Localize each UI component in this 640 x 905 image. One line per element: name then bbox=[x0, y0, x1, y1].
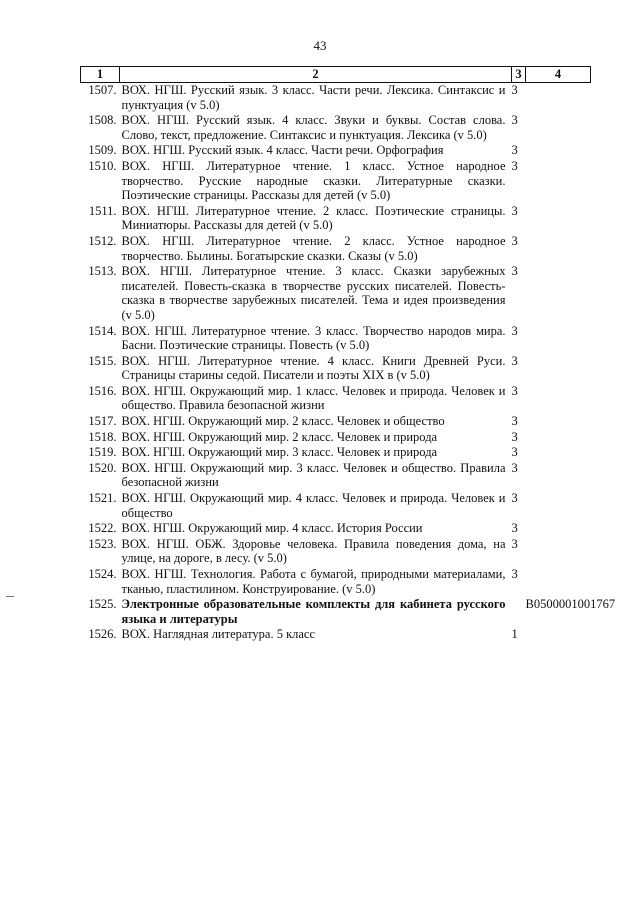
header-col-name: 2 bbox=[120, 67, 512, 83]
table-row bbox=[81, 537, 591, 567]
table-row bbox=[81, 597, 591, 627]
item-code bbox=[526, 491, 591, 521]
table-header bbox=[81, 67, 591, 83]
row-number: 1526. bbox=[88, 627, 117, 642]
item-name: ВОХ. НГШ. Литературное чтение. 3 класс. Сказки зарубежных писателей. Повесть-сказка в творчестве русских писателей. Повесть-сказка в творчестве зарубежных писателей. Тема и идея произведения (v 5.0) bbox=[121, 264, 506, 322]
item-name: Электронные образовательные комплекты для кабинета русского языка и литературы bbox=[121, 597, 506, 626]
item-quantity: 3 bbox=[511, 203, 518, 218]
table-row bbox=[81, 143, 591, 159]
item-code bbox=[526, 461, 591, 491]
item-code bbox=[526, 354, 591, 384]
item-code bbox=[526, 324, 591, 354]
item-code bbox=[526, 143, 591, 159]
item-quantity bbox=[512, 597, 526, 627]
table-row bbox=[81, 354, 591, 384]
row-number: 1511. bbox=[88, 203, 117, 218]
item-quantity: 3 bbox=[511, 264, 518, 279]
item-quantity: 3 bbox=[511, 414, 518, 429]
item-name: ВОХ. НГШ. Литературное чтение. 1 класс. Устное народное творчество. Русские народные сказки. Литературные сказки. Поэтические страницы. Рассказы для детей (v 5.0) bbox=[121, 158, 506, 203]
row-number: 1508. bbox=[88, 113, 117, 128]
item-quantity: 3 bbox=[511, 323, 518, 338]
item-code bbox=[526, 204, 591, 234]
table-row bbox=[81, 567, 591, 597]
row-number: 1517. bbox=[88, 414, 117, 429]
table-row bbox=[81, 430, 591, 446]
item-name: ВОХ. НГШ. Окружающий мир. 3 класс. Человек и природа bbox=[121, 445, 438, 460]
table-row bbox=[81, 204, 591, 234]
table-row bbox=[81, 384, 591, 414]
item-quantity: 3 bbox=[511, 521, 518, 536]
row-number: 1512. bbox=[88, 233, 117, 248]
row-number: 1525. bbox=[88, 597, 117, 612]
header-col-code: 4 bbox=[526, 67, 591, 83]
item-quantity: 3 bbox=[511, 83, 518, 97]
row-number: 1510. bbox=[88, 158, 117, 173]
table-row bbox=[81, 264, 591, 323]
table-row bbox=[81, 445, 591, 461]
item-name: ВОХ. НГШ. Русский язык. 3 класс. Части речи. Лексика. Синтаксис и пунктуация (v 5.0) bbox=[121, 83, 506, 112]
item-name: ВОХ. НГШ. Литературное чтение. 4 класс. Книги Древней Руси. Страницы старины седой. Писатели и поэты XIX в (v 5.0) bbox=[121, 353, 506, 383]
header-col-quantity: 3 bbox=[512, 67, 526, 83]
item-quantity: 3 bbox=[511, 491, 518, 506]
item-name: ВОХ. НГШ. Русский язык. 4 класс. Части речи. Орфография bbox=[121, 143, 444, 158]
item-quantity: 3 bbox=[511, 536, 518, 551]
row-number: 1509. bbox=[88, 143, 117, 158]
item-quantity: 3 bbox=[511, 158, 518, 173]
row-number: 1519. bbox=[88, 445, 117, 460]
item-name: ВОХ. НГШ. Литературное чтение. 2 класс. Устное народное творчество. Былины. Богатырские сказки. Сказы (v 5.0) bbox=[121, 233, 506, 263]
item-code bbox=[526, 627, 591, 643]
item-quantity: 1 bbox=[511, 627, 518, 642]
item-name: ВОХ. НГШ. ОБЖ. Здоровье человека. Правила поведения дома, на улице, на дороге, в лесу. (v 5.0) bbox=[121, 536, 506, 566]
item-code bbox=[526, 430, 591, 446]
row-number: 1513. bbox=[88, 264, 117, 279]
row-number: 1524. bbox=[88, 567, 117, 581]
item-code: B0500001001767 bbox=[525, 597, 616, 612]
table-row bbox=[81, 627, 591, 643]
row-number: 1518. bbox=[88, 429, 117, 444]
item-name: ВОХ. НГШ. Литературное чтение. 2 класс. Поэтические страницы. Миниатюры. Рассказы для детей (v 5.0) bbox=[121, 203, 506, 233]
row-number: 1515. bbox=[88, 353, 117, 368]
table-row bbox=[81, 461, 591, 491]
row-number: 1523. bbox=[88, 536, 117, 551]
item-name: ВОХ. НГШ. Окружающий мир. 3 класс. Человек и общество. Правила безопасной жизни bbox=[121, 460, 506, 490]
table-row bbox=[81, 113, 591, 143]
page-number: 43 bbox=[313, 38, 327, 53]
table-row bbox=[81, 324, 591, 354]
item-quantity: 3 bbox=[511, 383, 518, 398]
item-quantity: 3 bbox=[511, 567, 518, 581]
table-row bbox=[81, 521, 591, 537]
item-code bbox=[526, 567, 591, 597]
row-number: 1516. bbox=[88, 383, 117, 398]
header-col-number: 1 bbox=[81, 67, 120, 83]
row-number: 1507. bbox=[88, 83, 117, 97]
table-row bbox=[81, 491, 591, 521]
item-code bbox=[526, 414, 591, 430]
row-number: 1522. bbox=[88, 521, 117, 536]
item-name: ВОХ. НГШ. Окружающий мир. 2 класс. Человек и природа bbox=[121, 429, 438, 444]
item-code bbox=[526, 445, 591, 461]
item-name: ВОХ. НГШ. Окружающий мир. 4 класс. История России bbox=[121, 521, 423, 536]
item-code bbox=[526, 113, 591, 143]
item-quantity: 3 bbox=[511, 353, 518, 368]
item-code bbox=[526, 384, 591, 414]
item-code bbox=[526, 234, 591, 264]
item-quantity: 3 bbox=[511, 429, 518, 444]
item-code bbox=[526, 521, 591, 537]
item-quantity: 3 bbox=[511, 233, 518, 248]
catalog-table-wrapper bbox=[80, 66, 616, 643]
item-name: ВОХ. НГШ. Окружающий мир. 4 класс. Человек и природа. Человек и общество bbox=[121, 491, 506, 520]
item-code bbox=[526, 83, 591, 114]
catalog-table bbox=[80, 66, 616, 643]
table-row bbox=[81, 234, 591, 264]
item-quantity: 3 bbox=[511, 113, 518, 128]
item-code bbox=[526, 264, 591, 323]
table-row bbox=[81, 414, 591, 430]
row-number: 1514. bbox=[88, 323, 117, 338]
table-row bbox=[81, 159, 591, 204]
item-name: ВОХ. НГШ. Окружающий мир. 2 класс. Человек и общество bbox=[121, 414, 445, 429]
row-number: 1521. bbox=[88, 491, 117, 506]
table-body bbox=[81, 83, 616, 643]
table-row bbox=[81, 83, 591, 114]
margin-mark bbox=[6, 596, 14, 597]
item-code bbox=[526, 537, 591, 567]
item-name: ВОХ. НГШ. Технология. Работа с бумагой, природными материалами, тканью, пластилином. Конструирование. (v 5.0) bbox=[121, 567, 506, 596]
item-name: ВОХ. НГШ. Окружающий мир. 1 класс. Человек и природа. Человек и общество. Правила безопасной жизни bbox=[121, 383, 506, 413]
item-name: ВОХ. НГШ. Русский язык. 4 класс. Звуки и буквы. Состав слова. Слово, текст, предложение. Синтаксис и пунктуация. Лексика (v 5.0) bbox=[121, 113, 506, 142]
item-name: ВОХ. Наглядная литература. 5 класс bbox=[121, 627, 316, 642]
item-name: ВОХ. НГШ. Литературное чтение. 3 класс. Творчество народов мира. Басни. Поэтические страницы. Повесть (v 5.0) bbox=[121, 323, 506, 353]
item-quantity: 3 bbox=[511, 445, 518, 460]
item-quantity: 3 bbox=[511, 460, 518, 475]
row-number: 1520. bbox=[88, 460, 117, 475]
item-code bbox=[526, 159, 591, 204]
item-quantity: 3 bbox=[511, 143, 518, 158]
